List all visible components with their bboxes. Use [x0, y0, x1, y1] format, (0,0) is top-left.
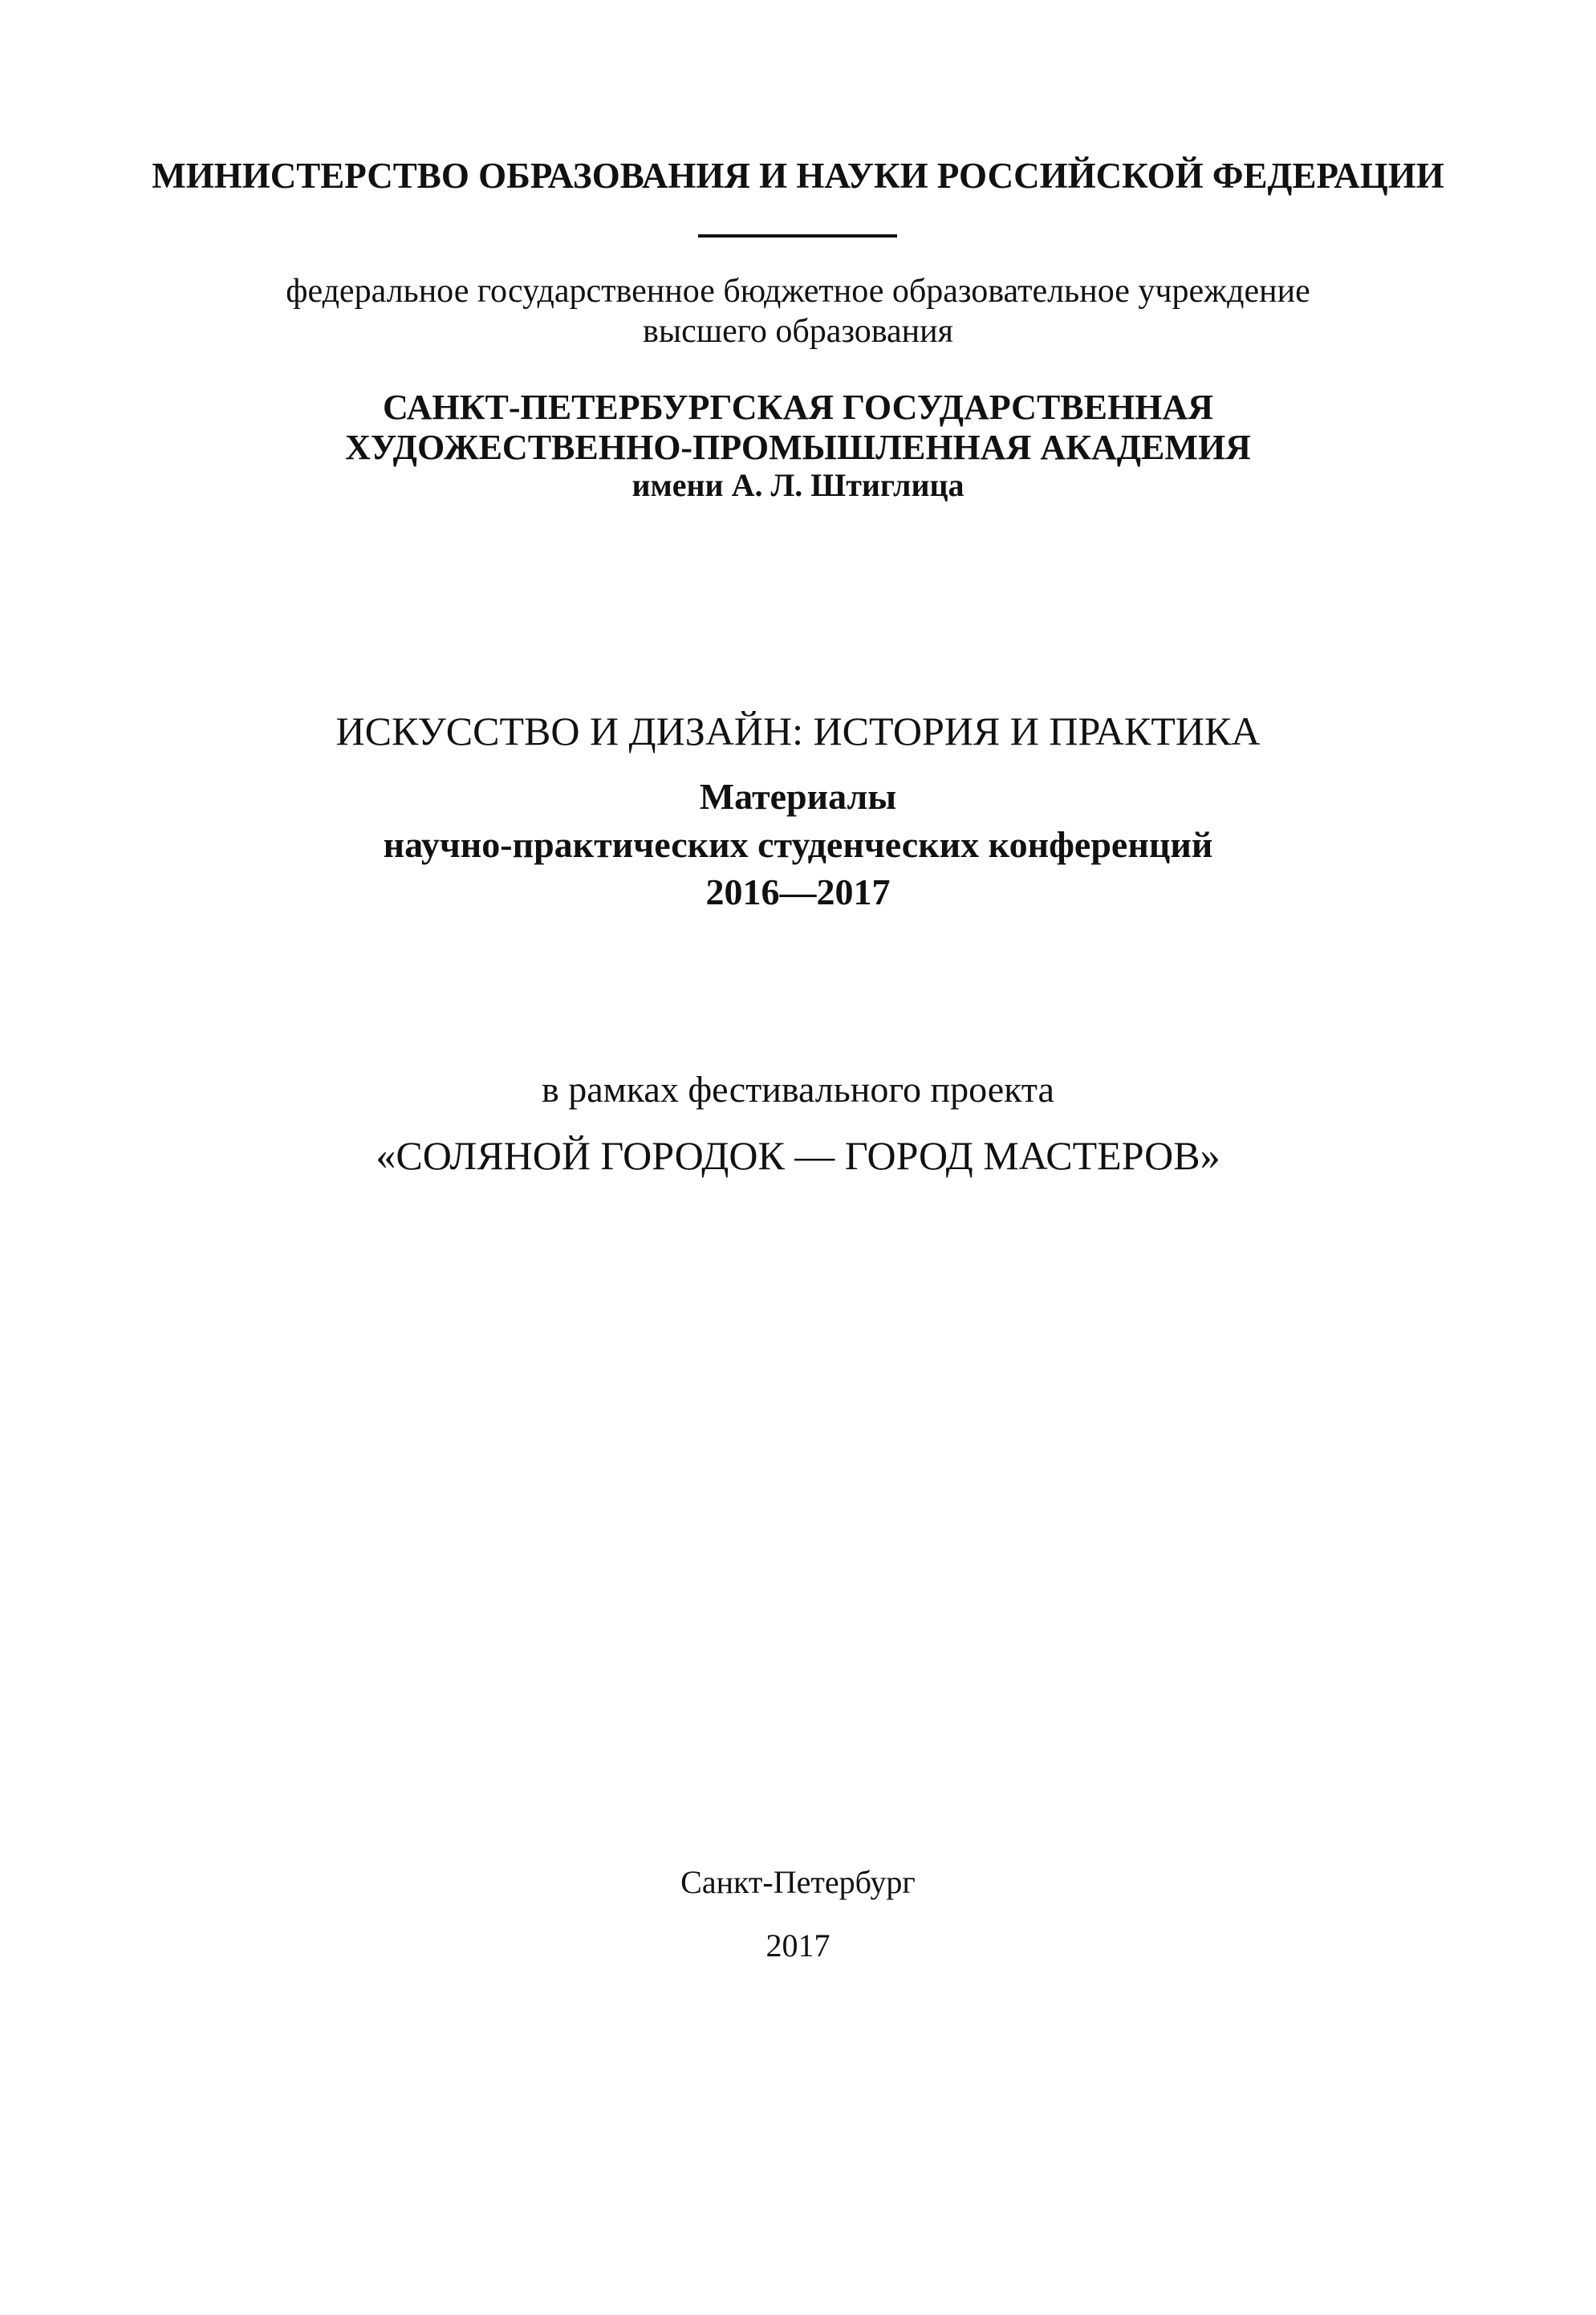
academy-name-line-3: имени А. Л. Штиглица	[631, 467, 965, 503]
institution-type-line-1: федеральное государственное бюджетное образовательное учреждение	[286, 273, 1310, 310]
publication-year: 2017	[766, 1927, 830, 1964]
academy-name-line-1: САНКТ-ПЕТЕРБУРГСКАЯ ГОСУДАРСТВЕННАЯ	[383, 388, 1213, 427]
subtitle-line-1: Материалы	[699, 776, 897, 817]
project-frame-text: в рамках фестивального проекта	[542, 1069, 1054, 1110]
publication-city: Санкт-Петербург	[680, 1864, 916, 1900]
divider-rule	[698, 234, 897, 238]
subtitle-years: 2016—2017	[705, 871, 891, 912]
ministry-heading: МИНИСТЕРСТВО ОБРАЗОВАНИЯ И НАУКИ РОССИЙСКОЙ ФЕДЕРАЦИИ	[152, 156, 1444, 196]
academy-name-line-2: ХУДОЖЕСТВЕННО-ПРОМЫШЛЕННАЯ АКАДЕМИЯ	[345, 428, 1251, 467]
institution-type-line-2: высшего образования	[643, 313, 953, 350]
subtitle-line-2: научно-практических студенческих конференций	[383, 824, 1213, 865]
document-title: ИСКУССТВО И ДИЗАЙН: ИСТОРИЯ И ПРАКТИКА	[335, 709, 1261, 753]
project-name: «СОЛЯНОЙ ГОРОДОК — ГОРОД МАСТЕРОВ»	[376, 1133, 1220, 1178]
